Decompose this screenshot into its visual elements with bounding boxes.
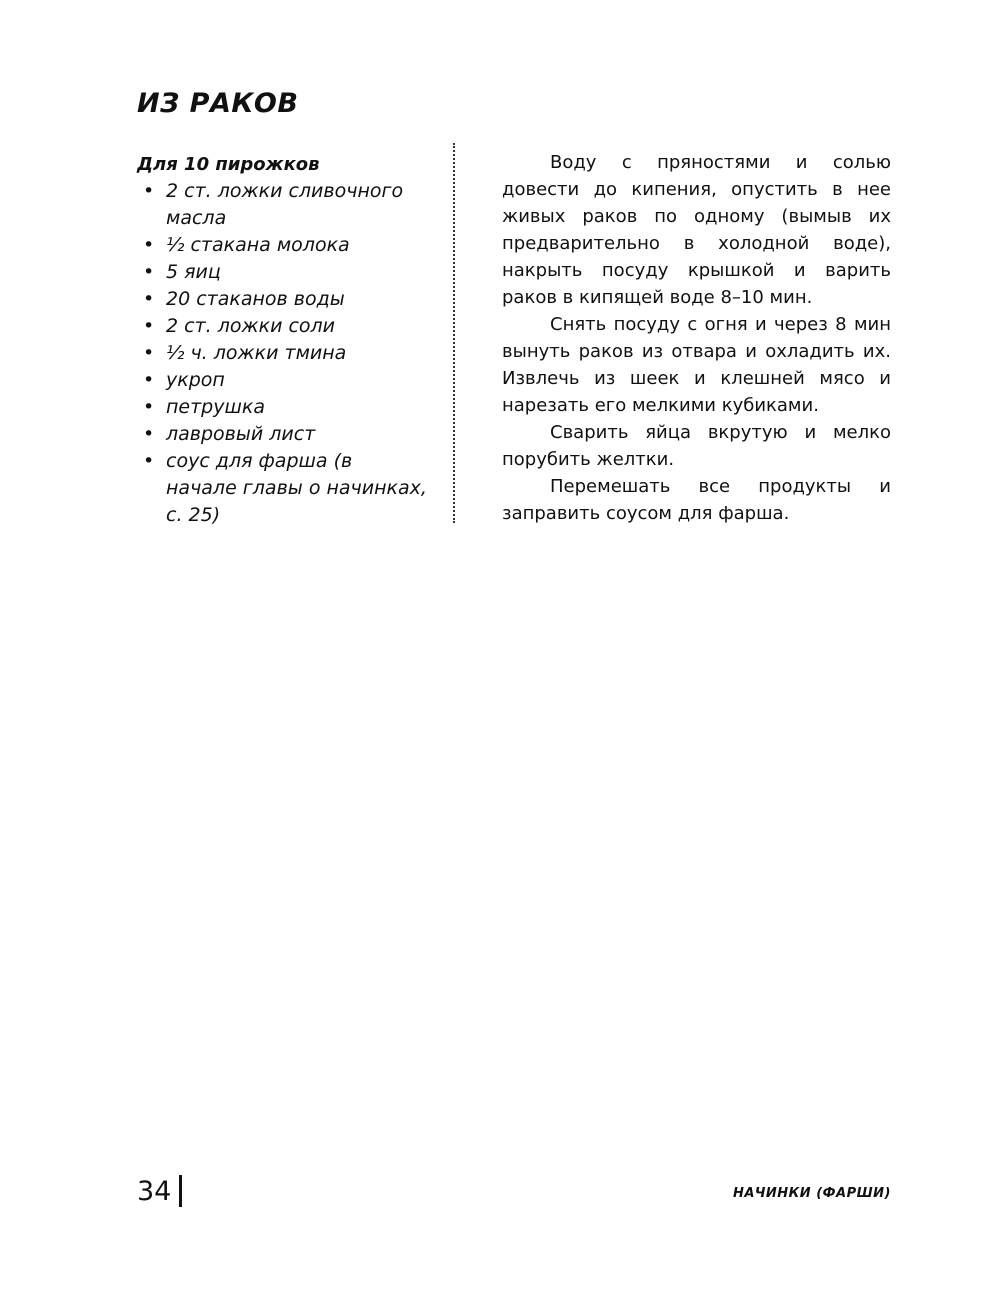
bullet-icon: • [143, 423, 155, 445]
bullet-icon: • [143, 396, 155, 418]
ingredients-list [137, 178, 427, 529]
ingredient-item [137, 340, 427, 367]
ingredient-text: 20 стаканов воды [166, 288, 345, 310]
recipe-title: ИЗ РАКОВ [137, 88, 299, 119]
instruction-paragraph: Снять посуду с огня и через 8 мин вынуть раков из отвара и охладить их. Извлечь из шеек и клешней мясо и нарезать его мелкими кубиками. [502, 314, 891, 416]
instruction-paragraph: Воду с пряностями и солью довести до кипения, опустить в нее живых раков по одному (вымыв их предварительно в холодной воде), накрыть посуду крышкой и варить раков в кипящей воде 8–10 мин. [502, 152, 891, 308]
column-divider [453, 143, 455, 523]
bullet-icon: • [143, 450, 155, 472]
ingredient-text: ½ стакана молока [166, 234, 350, 256]
bullet-icon: • [143, 369, 155, 391]
instruction-paragraph: Перемешать все продукты и заправить соусом для фарша. [502, 476, 891, 524]
ingredient-text: 2 ст. ложки сливочного масла [166, 180, 404, 229]
ingredient-item [137, 232, 427, 259]
ingredient-text: ½ ч. ложки тмина [166, 342, 347, 364]
ingredient-item [137, 313, 427, 340]
ingredients-column [137, 151, 427, 529]
ingredient-item [137, 448, 427, 529]
portions-label: Для 10 пирожков [137, 154, 320, 175]
bullet-icon: • [143, 180, 155, 202]
ingredient-text: соус для фарша (в начале главы о начинках, с. 25) [166, 450, 427, 526]
page-number: 34 [137, 1176, 172, 1207]
bullet-icon: • [143, 288, 155, 310]
ingredient-item [137, 286, 427, 313]
ingredient-text: 2 ст. ложки соли [166, 315, 336, 337]
bullet-icon: • [143, 315, 155, 337]
footer-separator [179, 1175, 182, 1207]
ingredient-item [137, 421, 427, 448]
ingredient-text: петрушка [166, 396, 265, 418]
bullet-icon: • [143, 342, 155, 364]
bullet-icon: • [143, 234, 155, 256]
ingredient-text: лавровый лист [166, 423, 316, 445]
ingredient-item [137, 367, 427, 394]
section-title: НАЧИНКИ (ФАРШИ) [732, 1186, 891, 1201]
bullet-icon: • [143, 261, 155, 283]
ingredient-item [137, 394, 427, 421]
ingredient-item [137, 178, 427, 232]
ingredient-text: 5 яиц [166, 261, 221, 283]
ingredient-item [137, 259, 427, 286]
ingredient-text: укроп [166, 369, 225, 391]
instructions-column [502, 149, 891, 527]
instruction-paragraph: Сварить яйца вкрутую и мелко порубить желтки. [502, 422, 891, 470]
